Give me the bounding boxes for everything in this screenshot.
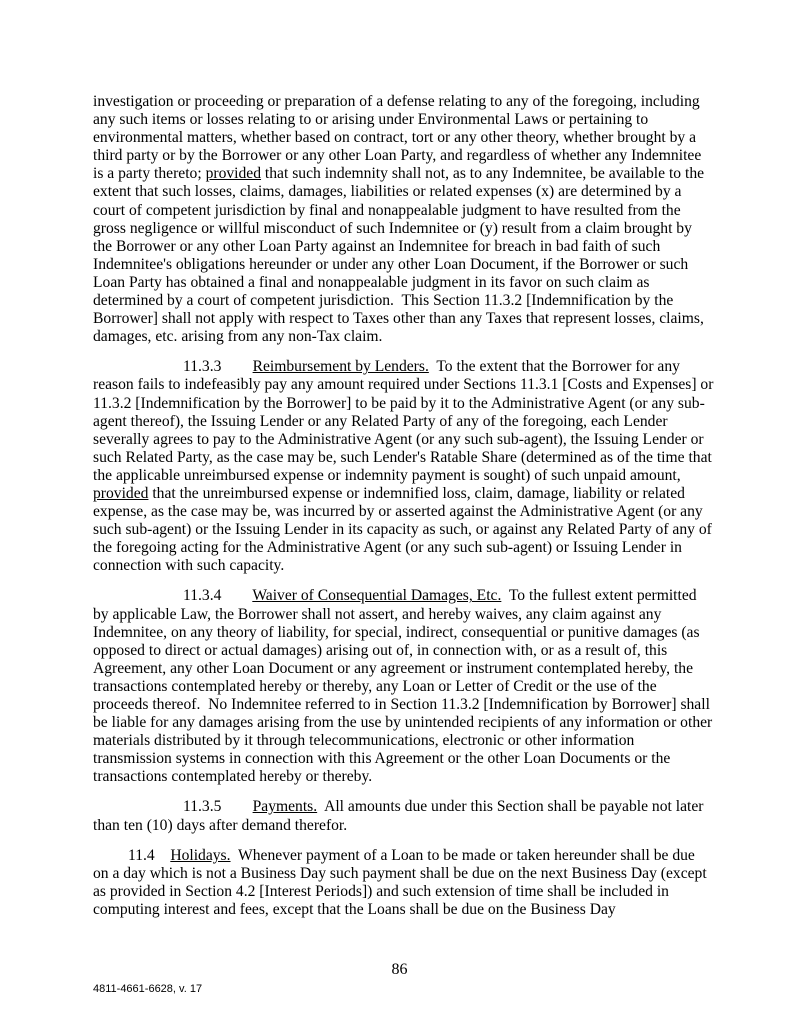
para-11-3-2-continuation bbox=[93, 93, 714, 346]
underlined-text-run: provided bbox=[93, 484, 149, 502]
underlined-text-run: Holidays. bbox=[170, 846, 231, 864]
underlined-text-run: Reimbursement by Lenders. bbox=[252, 358, 429, 376]
text-run: Whenever payment of a Loan to be made or taken hereunder shall be due on a day which is not a Business Day such payment shall be due on the next Business Day (except as provided in Section 4.2 [Interest Periods]) and such extension of time shall be included in computing interest and fees, except that the Loans shall be due on the Business Day bbox=[93, 846, 711, 918]
text-run: To the extent that the Borrower for any reason fails to indefeasibly pay any amount required under Sections 11.3.1 [Costs and Expenses] or 11.3.2 [Indemnification by the Borrower] to be paid by it to the Administrative Agent (or any sub-agent thereof), the Issuing Lender or any Related Party of any of the foregoing, each Lender severally agrees to pay to the Administrative Agent (or any such sub-agent), the Issuing Lender or such Related Party, as the case may be, such Lender's Ratable Share (determined as of the time that the applicable unreimbursed expense or indemnity payment is sought) of such unpaid amount, bbox=[93, 358, 718, 484]
para-11-3-4-waiver-of-consequential-damages bbox=[93, 587, 717, 786]
text-run: that the unreimbursed expense or indemnified loss, claim, damage, liability or related expense, as the case may be, was incurred by or asserted against the Administrative Agent (or any such sub-agent) or the Issuing Lender in its capacity as such, or against any Related Party of any of the foregoing acting for the Administrative Agent (or any such sub-agent) or Issuing Lender in connection with such capacity. bbox=[93, 484, 716, 575]
text-run: 11.3.4 bbox=[183, 587, 253, 605]
text-run: 11.3.3 bbox=[183, 358, 253, 376]
para-11-3-5-payments bbox=[93, 798, 714, 834]
document-id-footer: 4811-4661-6628, v. 17 bbox=[93, 983, 203, 995]
text-run: All amounts due under this Section shall be payable not later than ten (10) days after demand therefor. bbox=[93, 798, 708, 834]
underlined-text-run: Payments. bbox=[252, 798, 318, 816]
underlined-text-run: Waiver of Consequential Damages, Etc. bbox=[252, 587, 502, 605]
text-run: that such indemnity shall not, as to any Indemnitee, be available to the extent that such losses, claims, damages, liabilities or related expenses (x) are determined by a court of competent jurisdiction by final and nonappealable judgment to have resulted from the gross negligence or willful misconduct of such Indemnitee or (y) result from a claim brought by the Borrower or any other Loan Party against an Indemnitee for breach in bad faith of such Indemnitee's obligations hereunder or under any other Loan Document, if the Borrower or such Loan Party has obtained a final and nonappealable judgment in its favor on such claim as determined by a court of competent jurisdiction. This Section 11.3.2 [Indemnification by the Borrower] shall not apply with respect to Taxes other than any Taxes that represent losses, claims, damages, etc. arising from any non-Tax claim. bbox=[93, 165, 708, 346]
text-run: investigation or proceeding or preparation of a defense relating to any of the foregoing, including any such items or losses relating to or arising under Environmental Laws or pertaining to environmental matters, whether based on contract, tort or any other theory, whether brought by a third party or by the Borrower or any other Loan Party, and regardless of whether any Indemnitee is a party thereto; bbox=[93, 93, 706, 183]
para-11-4-holidays bbox=[93, 847, 714, 919]
text-run: 11.4 bbox=[128, 846, 171, 864]
para-11-3-3-reimbursement-by-lenders bbox=[93, 358, 718, 575]
text-run: 11.3.5 bbox=[183, 798, 253, 816]
underlined-text-run: provided bbox=[205, 165, 262, 183]
page-number: 86 bbox=[391, 961, 408, 978]
document-body bbox=[93, 93, 718, 919]
text-run: To the fullest extent permitted by applicable Law, the Borrower shall not assert, and hereby waives, any claim against any Indemnitee, on any theory of liability, for special, indirect, consequential or punitive damages (as opposed to direct or actual damages) arising out of, in connection with, or as a result of, this Agreement, any other Loan Document or any agreement or instrument contemplated hereby, the transactions contemplated hereby or thereby, any Loan or Letter of Credit or the use of the proceeds thereof. No Indemnitee referred to in Section 11.3.2 [Indemnification by Borrower] shall be liable for any damages arising from the use by unintended recipients of any information or other materials distributed by it through telecommunications, electronic or other information transmission systems in connection with this Agreement or the other Loan Documents or the transactions contemplated hereby or thereby. bbox=[93, 587, 717, 786]
